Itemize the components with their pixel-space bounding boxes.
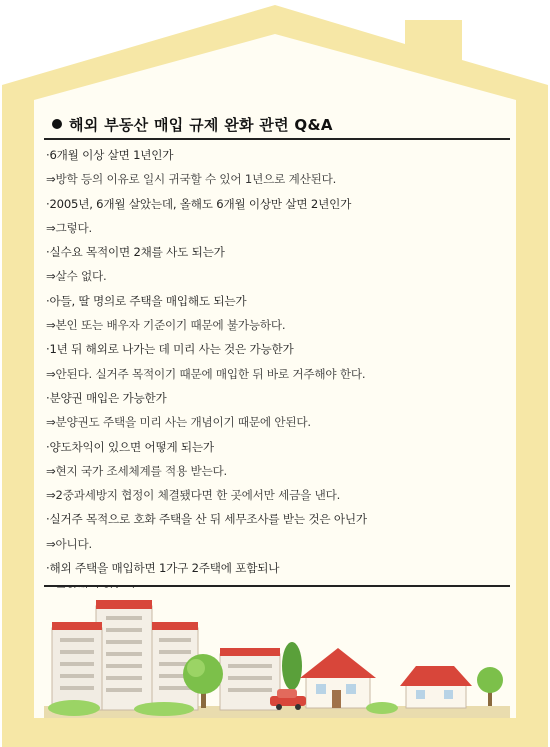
title-row [52,112,512,136]
divider-top [44,138,510,140]
qa-list [46,143,508,605]
answer-2: ⇒그렇다. [46,220,92,235]
answer-8: ⇒아니다. [46,536,92,551]
question-4: ·아들, 딸 명의로 주택을 매입해도 되는가 [46,293,247,308]
question-5: ·1년 뒤 해외로 나가는 데 미리 사는 것은 가능한가 [46,342,294,357]
question-2: ·2005년, 6개월 살았는데, 올해도 6개월 이상만 살면 2년인가 [46,196,352,211]
question-3: ·실수요 목적이면 2채를 사도 되는가 [46,245,225,260]
apartment-building-icon [96,600,152,710]
town-illustration [44,588,510,718]
bullet-icon [52,119,62,129]
answer-3: ⇒살수 없다. [46,269,107,284]
answer-1: ⇒방학 등의 이유로 일시 귀국할 수 있어 1년으로 계산된다. [46,172,337,187]
apartment-building-icon [52,622,102,710]
answer-7b: ⇒2중과세방지 협정이 체결됐다면 한 곳에서만 세금을 낸다. [46,488,341,503]
question-8: ·실거주 목적으로 호화 주택을 산 뒤 세무조사를 받는 것은 아닌가 [46,512,367,527]
question-6: ·분양권 매입은 가능한가 [46,390,167,405]
question-7: ·양도차익이 있으면 어떻게 되는가 [46,439,214,454]
answer-4: ⇒본인 또는 배우자 기준이기 때문에 불가능하다. [46,318,286,333]
divider-bottom [44,585,510,587]
question-9: ·해외 주택을 매입하면 1가구 2주택에 포함되나 [46,561,280,576]
question-1: ·6개월 이상 살면 1년인가 [46,148,174,162]
answer-7: ⇒현지 국가 조세체계를 적용 받는다. [46,463,227,478]
page-title: 해외 부동산 매입 규제 완화 관련 Q&A [69,115,333,134]
answer-5: ⇒안된다. 실거주 목적이기 때문에 매입한 뒤 바로 거주해야 한다. [46,366,366,381]
answer-6: ⇒분양권도 주택을 미리 사는 개념이기 때문에 안된다. [46,415,311,430]
